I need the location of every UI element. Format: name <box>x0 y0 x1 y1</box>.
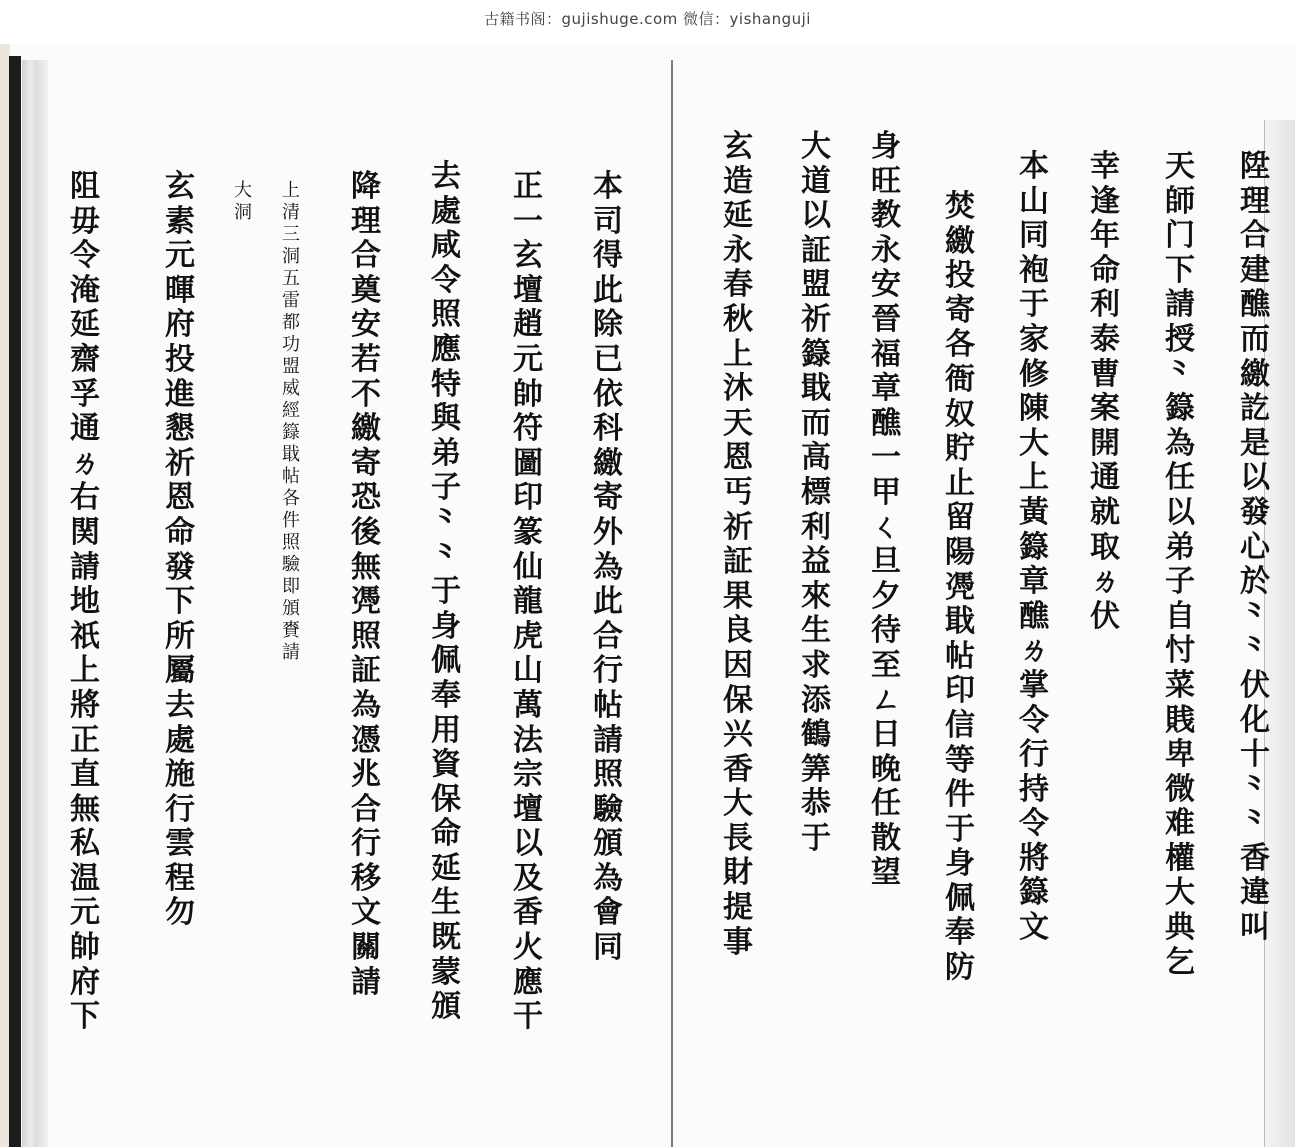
text-column-right-6: 身旺教永安晉福章醮一甲ㄑ旦夕待至ㄥ日晚任散望 <box>871 129 901 891</box>
text-column-left-6-note: 大洞 <box>234 180 252 223</box>
text-column-left-5-note: 上清三洞五雷都功盟威經籙戢帖各件照驗即頒賚請 <box>282 180 300 663</box>
binding-shadow <box>22 60 48 1147</box>
text-column-left-7: 玄素元暉府投進懇祈恩命發下所屬去處施行雲程勿 <box>165 169 195 931</box>
text-column-right-1: 陞理合建醮而繳訖是以發心於⺀⺀伏化十⺀⺀香違叫 <box>1240 149 1270 946</box>
text-column-left-3: 去處咸令照應特與弟子⺀⺀于身佩奉用資保命延生既蒙頒 <box>431 159 461 1025</box>
text-column-right-5: 焚繳投寄各衙奴貯止留陽凴戢帖印信等件于身佩奉防 <box>945 189 975 986</box>
text-column-right-7: 大道以証盟祈籙戢而高標利益來生求添鶴筭恭于 <box>801 129 831 856</box>
watermark-text: 古籍书阁：gujishuge.com 微信：yishanguji <box>484 10 811 28</box>
text-column-right-3: 幸逢年命利泰曹案開通就取ㄌ伏 <box>1090 149 1120 634</box>
text-column-right-2: 天師门下請授⺀籙為任以弟子自忖菜賎卑微难權大典乞 <box>1165 149 1195 980</box>
book-binding <box>9 56 21 1147</box>
text-column-right-4: 本山同袍于家修陳大上黃籙章醮ㄌ掌令行持令將籙文 <box>1019 149 1049 946</box>
text-column-left-4: 降理合奠安若不繳寄恐後無凴照証為憑兆合行移文關請 <box>351 169 381 1000</box>
text-column-left-1: 本司得此除已依科繳寄外為此合行帖請照驗頒為會同 <box>593 169 623 966</box>
center-fold-line <box>671 60 673 1147</box>
text-column-left-2: 正一玄壇趙元帥符圖印篆仙龍虎山萬法宗壇以及香火應干 <box>513 169 543 1035</box>
text-column-right-8: 玄造延永春秋上沐天恩丐祈証果良因保兴香大長財提事 <box>723 129 753 960</box>
text-column-left-8: 阻毋令淹延齋孚通ㄌ右関請地祇上將正直無私温元帥府下 <box>70 169 100 1035</box>
